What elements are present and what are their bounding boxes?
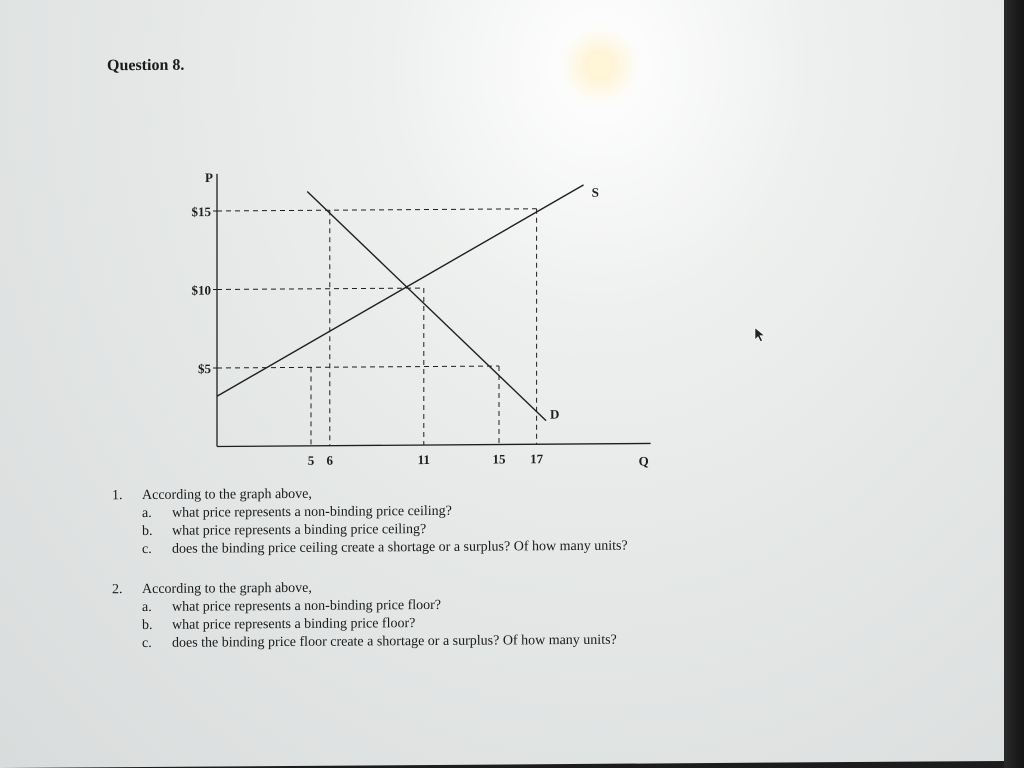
question-2 <box>112 577 752 653</box>
horizontal-guide <box>217 209 537 211</box>
x-axis-label: Q <box>638 453 649 469</box>
x-tick-label: 11 <box>417 451 430 468</box>
demand-line <box>307 190 546 422</box>
question-number: 1. <box>112 488 123 504</box>
x-tick-label: 15 <box>492 451 506 467</box>
x-axis <box>217 443 651 446</box>
x-tick-label: 17 <box>530 451 544 467</box>
part-text: what price represents a binding price ceiling? <box>172 522 427 539</box>
y-axis-label: P <box>205 169 213 185</box>
horizontal-guide <box>217 288 424 289</box>
page-title: Question 8. <box>107 56 185 75</box>
part-letter: b. <box>142 617 153 634</box>
part-text: does the binding price ceiling create a shortage or a surplus? Of how many units? <box>172 538 628 557</box>
monitor-bezel <box>1004 0 1024 768</box>
demand-label: D <box>550 406 560 422</box>
y-tick-label: $15 <box>191 204 211 220</box>
part-letter: c. <box>142 541 152 558</box>
part-letter: b. <box>142 523 153 540</box>
question-text: According to the graph above, <box>142 580 312 598</box>
supply-line <box>217 185 584 396</box>
part-text: what price represents a binding price floor? <box>172 616 416 633</box>
question-number: 2. <box>112 582 123 598</box>
part-text: what price represents a non-binding price ceiling? <box>172 503 452 521</box>
mouse-pointer-icon <box>754 327 766 343</box>
question-text: According to the graph above, <box>142 486 312 504</box>
y-tick-label: $5 <box>198 361 211 377</box>
part-text: does the binding price floor create a shortage or a surplus? Of how many units? <box>172 632 617 651</box>
y-tick-label: $10 <box>191 282 211 298</box>
part-letter: a. <box>142 599 152 616</box>
question-1 <box>112 483 752 559</box>
part-letter: a. <box>142 505 152 522</box>
x-tick-label: 6 <box>326 452 334 468</box>
part-letter: c. <box>142 635 152 652</box>
horizontal-guide <box>217 366 499 368</box>
part-text: what price represents a non-binding price floor? <box>172 597 442 615</box>
x-tick-label: 5 <box>307 452 315 468</box>
supply-label: S <box>591 184 599 200</box>
